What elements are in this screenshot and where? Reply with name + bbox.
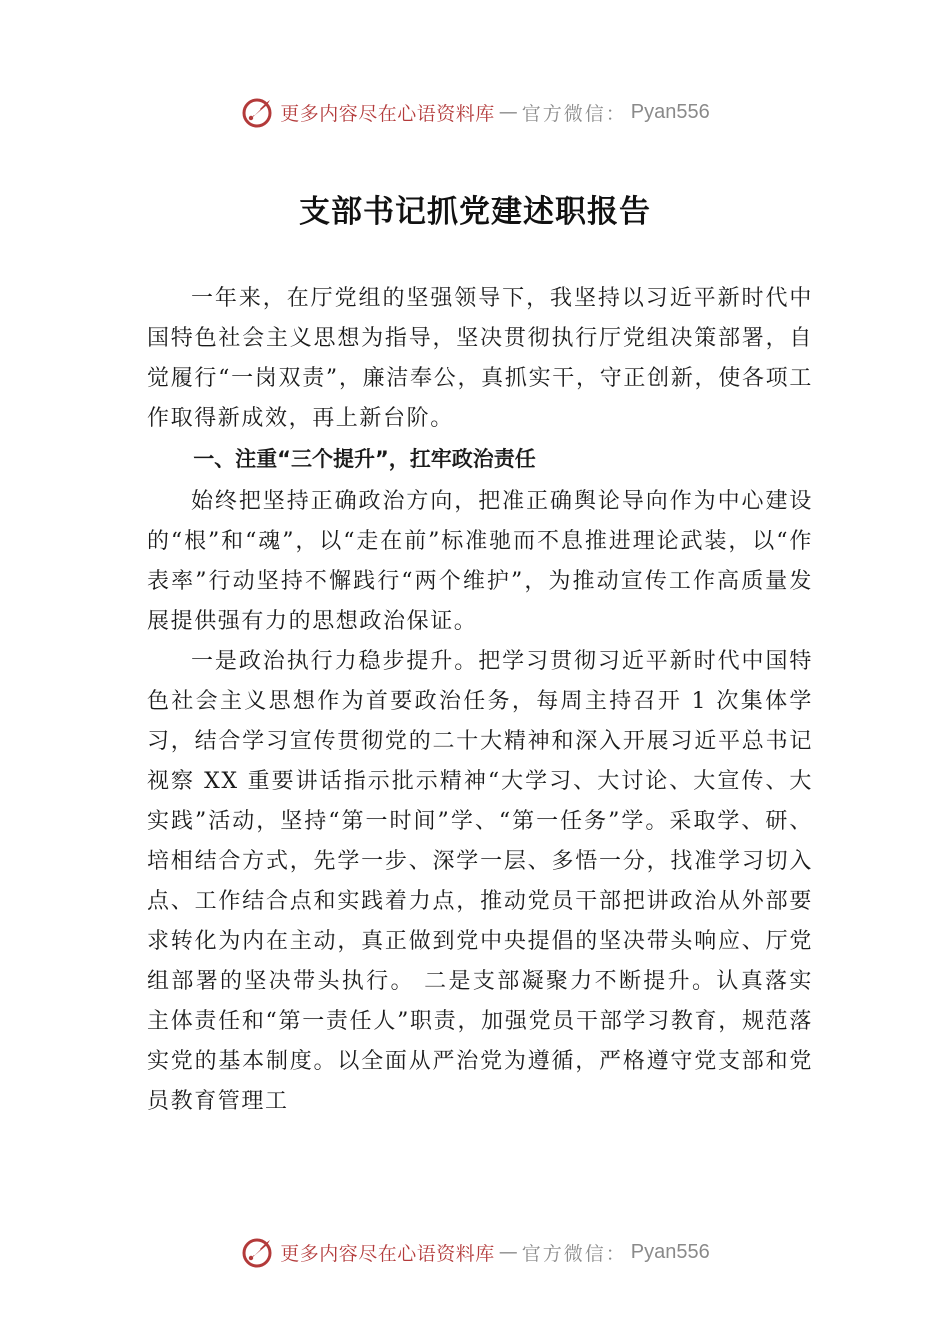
section-heading: 一、注重“三个提升”，扛牢政治责任: [193, 447, 536, 471]
watermark-brand: 更多内容尽在心语资料库: [280, 102, 495, 125]
intro-paragraph: 一年来，在厅党组的坚强领导下，我坚持以习近平新时代中国特色社会主义思想为指导，坚决贯彻执行厅党组决策部署，自觉履行“一岗双责”，廉洁奉公，真抓实干，守正创新，使各项工作取得新成效，再上新台阶。: [147, 286, 813, 431]
section-paragraph-1: 始终把坚持正确政治方向，把准正确舆论导向作为中心建设的“根”和“魂”，以“走在前”标准驰而不息推进理论武装，以“作表率”行动坚持不懈践行“两个维护”，为推动宣传工作高质量发展提供强有力的思想政治保证。: [147, 489, 813, 634]
watermark-banner-bottom: [0, 1232, 950, 1272]
watermark-separator: —: [498, 1241, 518, 1263]
section-paragraph-2: 一是政治执行力稳步提升。把学习贯彻习近平新时代中国特色社会主义思想作为首要政治任务，每周主持召开 1 次集体学习，结合学习宣传贯彻党的二十大精神和深入开展习近平总书记视察 XX 重要讲话指示批示精神“大学习、大讨论、大宣传、大实践”活动，坚持“第一时间”学、“第一任务”学。采取学、研、培相结合方式，先学一步、深学一层、多悟一分，找准学习切入点、工作结合点和实践着力点，推动党员干部把讲政治从外部要求转化为内在主动，真正做到党中央提倡的坚决带头响应、厅党组部署的坚决带头执行。 二是支部凝聚力不断提升。认真落实主体责任和“第一责任人”职责，加强党员干部学习教育，规范落实党的基本制度。以全面从严治党为遵循，严格遵守党支部和党员教育管理工: [147, 649, 813, 1114]
watermark-wechat-id: Pyan556: [630, 1240, 710, 1263]
quill-seal-logo-icon: [240, 1234, 276, 1270]
watermark-separator: —: [498, 101, 518, 123]
quill-seal-logo-icon: [240, 94, 276, 130]
watermark-banner-top: [0, 92, 950, 132]
document-title: 支部书记抓党建述职报告: [299, 194, 651, 230]
document-body: [147, 279, 813, 1122]
watermark-wechat-id: Pyan556: [630, 100, 710, 123]
watermark-brand: 更多内容尽在心语资料库: [280, 1242, 495, 1265]
watermark-wechat-label: 官方微信：: [521, 102, 627, 125]
watermark-wechat-label: 官方微信：: [521, 1242, 627, 1265]
